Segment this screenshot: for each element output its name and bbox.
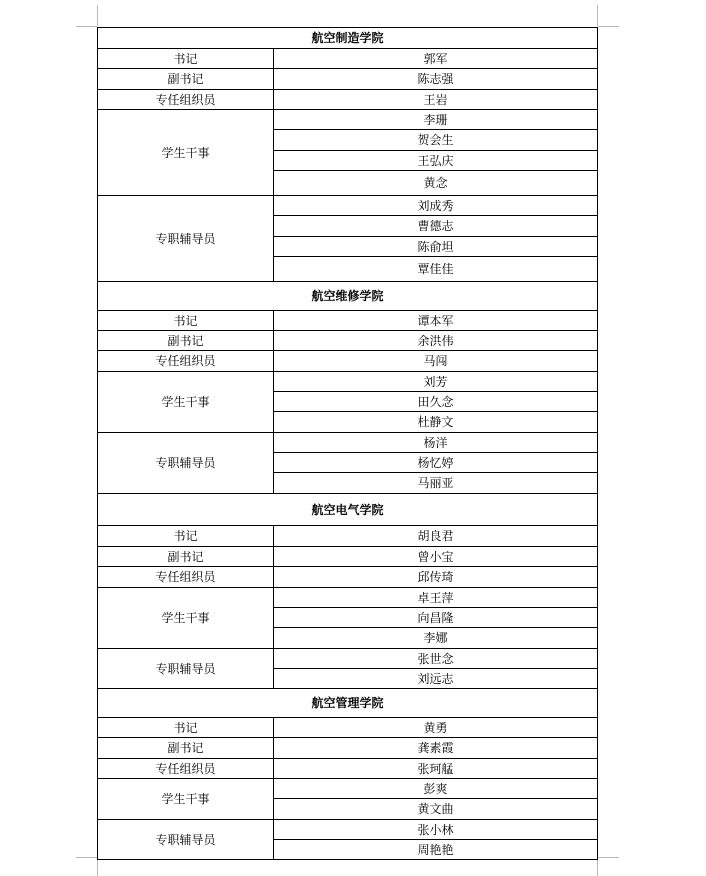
secretary-name: 谭本军 [274, 311, 598, 331]
student-cadre-name: 向昌隆 [274, 608, 598, 628]
deputy-secretary-name: 余洪伟 [274, 331, 598, 351]
role-label-organizer: 专任组织员 [98, 567, 274, 588]
college-section [98, 282, 598, 494]
crop-mark-bottom-left-h [76, 857, 97, 858]
counselor-name: 张世念 [274, 649, 598, 669]
counselor-name: 刘远志 [274, 669, 598, 689]
college-title: 航空制造学院 [98, 28, 598, 49]
student-cadre-name: 贺会生 [274, 130, 598, 151]
role-label-deputy-secretary: 副书记 [98, 547, 274, 567]
student-cadre-name: 杜静文 [274, 412, 598, 433]
role-label-organizer: 专任组织员 [98, 351, 274, 372]
role-label-secretary: 书记 [98, 311, 274, 331]
college-title: 航空管理学院 [98, 689, 598, 718]
crop-mark-bottom-right-h [598, 857, 619, 858]
role-label-counselors: 专职辅导员 [98, 196, 274, 282]
counselor-name: 周艳艳 [274, 840, 598, 860]
counselor-name: 刘成秀 [274, 196, 598, 216]
student-cadre-name: 黄念 [274, 171, 598, 196]
crop-mark-top-left-v [97, 5, 98, 26]
role-label-student-cadres: 学生干事 [98, 110, 274, 196]
counselor-name: 杨洋 [274, 433, 598, 453]
crop-mark-bottom-right-v [597, 858, 598, 876]
organizer-name: 邱传琦 [274, 567, 598, 588]
student-cadre-name: 王弘庆 [274, 151, 598, 171]
deputy-secretary-name: 曾小宝 [274, 547, 598, 567]
counselor-name: 曹德志 [274, 216, 598, 237]
secretary-name: 郭军 [274, 49, 598, 69]
student-cadre-name: 彭爽 [274, 779, 598, 799]
secretary-name: 黄勇 [274, 718, 598, 738]
student-cadre-name: 卓王萍 [274, 588, 598, 608]
role-label-deputy-secretary: 副书记 [98, 738, 274, 759]
student-cadre-name: 李珊 [274, 110, 598, 130]
role-label-organizer: 专任组织员 [98, 90, 274, 110]
student-cadre-name: 黄文曲 [274, 799, 598, 820]
role-label-secretary: 书记 [98, 49, 274, 69]
student-cadre-name: 刘芳 [274, 372, 598, 392]
staff-roster-table [97, 27, 598, 860]
student-cadre-name: 李娜 [274, 628, 598, 649]
role-label-student-cadres: 学生干事 [98, 372, 274, 433]
role-label-deputy-secretary: 副书记 [98, 69, 274, 90]
crop-mark-bottom-left-v [97, 858, 98, 876]
role-label-student-cadres: 学生干事 [98, 588, 274, 649]
role-label-student-cadres: 学生干事 [98, 779, 274, 820]
crop-mark-top-right-h [598, 26, 619, 27]
student-cadre-name: 田久念 [274, 392, 598, 412]
counselor-name: 覃佳佳 [274, 257, 598, 282]
secretary-name: 胡良君 [274, 526, 598, 547]
role-label-organizer: 专任组织员 [98, 759, 274, 779]
college-section [98, 494, 598, 689]
college-title: 航空电气学院 [98, 494, 598, 526]
counselor-name: 杨忆婷 [274, 453, 598, 473]
role-label-counselors: 专职辅导员 [98, 820, 274, 860]
role-label-deputy-secretary: 副书记 [98, 331, 274, 351]
role-label-counselors: 专职辅导员 [98, 433, 274, 494]
organizer-name: 张珂艋 [274, 759, 598, 779]
deputy-secretary-name: 龚素霞 [274, 738, 598, 759]
counselor-name: 马丽亚 [274, 473, 598, 494]
crop-mark-top-right-v [597, 5, 598, 26]
organizer-name: 马闯 [274, 351, 598, 372]
role-label-counselors: 专职辅导员 [98, 649, 274, 689]
crop-mark-top-left-h [76, 26, 97, 27]
college-section [98, 28, 598, 282]
counselor-name: 张小林 [274, 820, 598, 840]
college-title: 航空维修学院 [98, 282, 598, 311]
role-label-secretary: 书记 [98, 526, 274, 547]
counselor-name: 陈俞坦 [274, 237, 598, 257]
organizer-name: 王岩 [274, 90, 598, 110]
role-label-secretary: 书记 [98, 718, 274, 738]
college-section [98, 689, 598, 860]
deputy-secretary-name: 陈志强 [274, 69, 598, 90]
